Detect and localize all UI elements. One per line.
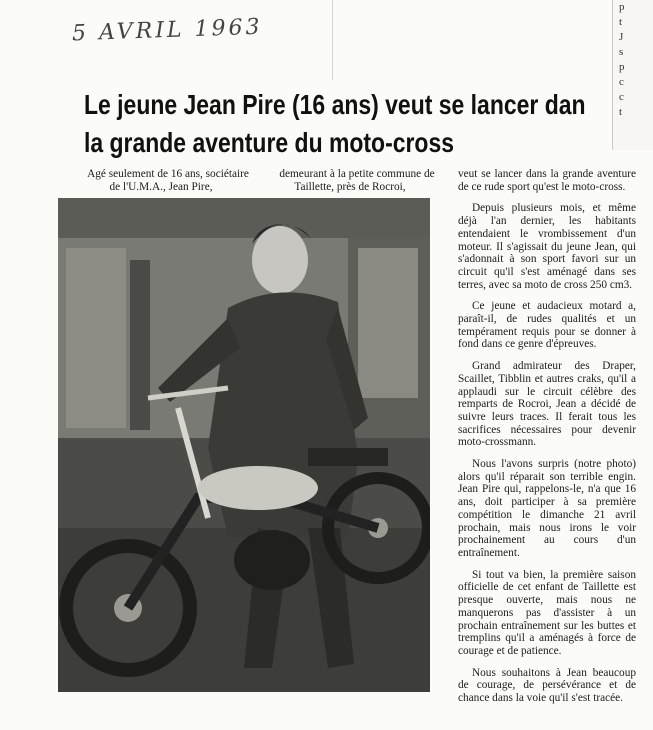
article-paragraph: Nous souhaitons à Jean beaucoup de courage, de persévérance et de chance dans la voie qu'il s'est tracée. [458, 666, 636, 705]
article-paragraph: Ce jeune et audacieux motard a, paraît-il, de rudes qualités et un tempérament requis pour se donner à fond dans ce genre d'épreuves. [458, 300, 636, 351]
article-paragraph: Nous l'avons surpris (notre photo) alors qu'il réparait son terrible engin. Jean Pire qui, rappelons-le, n'a que 16 ans, doit participer à sa première compétition le dimanche 21 avril prochain, mais nous irons le voir prochainement au cours d'un entraînement. [458, 458, 636, 559]
side-fragment: c [619, 91, 624, 103]
article-paragraph: Si tout va bien, la première saison officielle de cet enfant de Taillette est presque ouverte, mais nous ne manquerons pas d'assister à un prochain entraînement sur les buttes et tremplins qu'il a aménagés à force de courage et de patience. [458, 568, 636, 657]
handwritten-date: 5 AVRIL 1963 [71, 14, 263, 47]
article-paragraph: Depuis plusieurs mois, et même déjà l'an dernier, les habitants entendaient le vrombissement d'un moteur. Il s'agissait du jeune Jean, qui s'adonnait à son sport favori sur un circuit qu'il s'est aménagé dans ses terres, avec sa moto de cross 250 cm3. [458, 202, 636, 291]
headline [84, 86, 586, 162]
column-3-body [458, 168, 636, 714]
side-fragment: s [619, 46, 624, 58]
news-photo-rider-with-motorcycle [58, 198, 430, 692]
headline-line-1: Le jeune Jean Pire (16 ans) veut se lancer dan [84, 89, 586, 120]
side-fragment: t [619, 106, 623, 118]
side-fragment: J [619, 31, 624, 43]
adjacent-article-strip [612, 0, 653, 150]
side-fragment: c [619, 76, 624, 88]
photo-illustration [58, 198, 430, 692]
article-paragraph: Grand admirateur des Draper, Scaillet, Tibblin et autres craks, qu'il a applaudi sur le circuit célèbre des remparts de Rocroi, Jean a décidé de suivre leurs traces. Il ferait tous les sacrifices nécessaires pour devenir moto-crossmann. [458, 360, 636, 449]
lead-text: demeurant à la petite commune de Taillette, près de Rocroi, [279, 168, 435, 193]
side-fragment: p [619, 61, 625, 73]
side-fragment: p [619, 1, 625, 13]
headline-line-2: la grande aventure du moto-cross [84, 127, 454, 158]
fold-line [332, 0, 333, 80]
article-paragraph: veut se lancer dans la grande aventure de ce rude sport qu'est le moto-cross. [458, 168, 636, 193]
lead-text: Agé seulement de 16 ans, sociétaire de l'U.M.A., Jean Pire, [87, 168, 249, 193]
side-fragment: t [619, 16, 623, 28]
